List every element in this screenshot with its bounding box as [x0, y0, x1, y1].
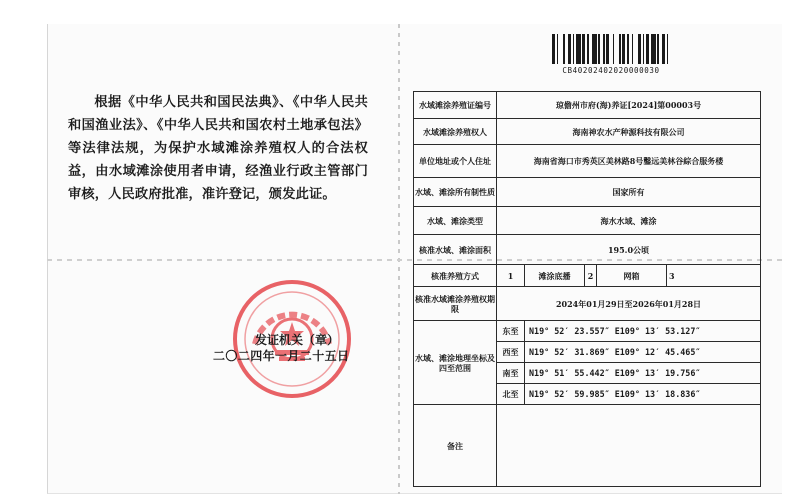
coord-value-south: N19° 51′ 55.442″ E109° 13′ 19.756″ — [525, 363, 761, 384]
ownership-value: 国家所有 — [497, 178, 761, 207]
remarks-value — [497, 405, 761, 487]
address-label: 单位地址或个人住址 — [414, 145, 497, 178]
legal-preamble: 根据《中华人民共和国民法典》、《中华人民共和国渔业法》、《中华人民共和国农村土地承包法》等法律法规，为保护水域滩涂养殖权人的合法权益，由水域滩涂使用者申请，经渔业行政主管部门审核，人民政府批准，准许登记，颁发此证。 — [68, 95, 368, 202]
coord-value-north: N19° 52′ 59.985″ E109° 13′ 18.836″ — [525, 384, 761, 405]
method-num-1: 1 — [497, 265, 525, 287]
certificate-table — [413, 91, 761, 487]
coord-dir-east: 东至 — [497, 321, 525, 342]
cert-no-label: 水域滩涂养殖证编号 — [414, 92, 497, 119]
coord-dir-west: 西至 — [497, 342, 525, 363]
remarks-label: 备注 — [414, 405, 497, 487]
area-label: 核准水域、滩涂面积 — [414, 235, 497, 265]
barcode-icon — [552, 34, 670, 64]
coord-value-west: N19° 52′ 31.869″ E109° 12′ 45.465″ — [525, 342, 761, 363]
coords-label: 水域、滩涂地理坐标及四至范围 — [414, 321, 497, 405]
ownership-label: 水域、滩涂所有制性质 — [414, 178, 497, 207]
period-label: 核准水域滩涂养殖权期限 — [414, 287, 497, 321]
holder-value: 海南神农水产种源科技有限公司 — [497, 119, 761, 145]
area-value: 195.0公顷 — [497, 235, 761, 265]
method-num-3: 3 — [667, 265, 761, 287]
issue-date: 二〇二四年一月二十五日 — [213, 349, 350, 363]
type-label: 水域、滩涂类型 — [414, 207, 497, 235]
issuer-label: 发证机关（章） — [255, 333, 340, 347]
method-label: 核准养殖方式 — [414, 265, 497, 287]
type-value: 海水水域、滩涂 — [497, 207, 761, 235]
coord-dir-north: 北至 — [497, 384, 525, 405]
period-value: 2024年01月29日至2026年01月28日 — [497, 287, 761, 321]
cert-no-value: 琼儋州市府(海)养证[2024]第00003号 — [497, 92, 761, 119]
coord-value-east: N19° 52′ 23.557″ E109° 13′ 53.127″ — [525, 321, 761, 342]
coord-dir-south: 南至 — [497, 363, 525, 384]
method-name-1: 滩涂底播 — [525, 265, 585, 287]
method-name-2: 网箱 — [597, 265, 667, 287]
address-value: 海南省海口市秀英区美林路8号鑿远美林谷綜合服务楼 — [497, 145, 761, 178]
holder-label: 水域滩涂养殖权人 — [414, 119, 497, 145]
method-num-2: 2 — [585, 265, 597, 287]
barcode-number: CB40202402020000030 — [562, 66, 660, 75]
